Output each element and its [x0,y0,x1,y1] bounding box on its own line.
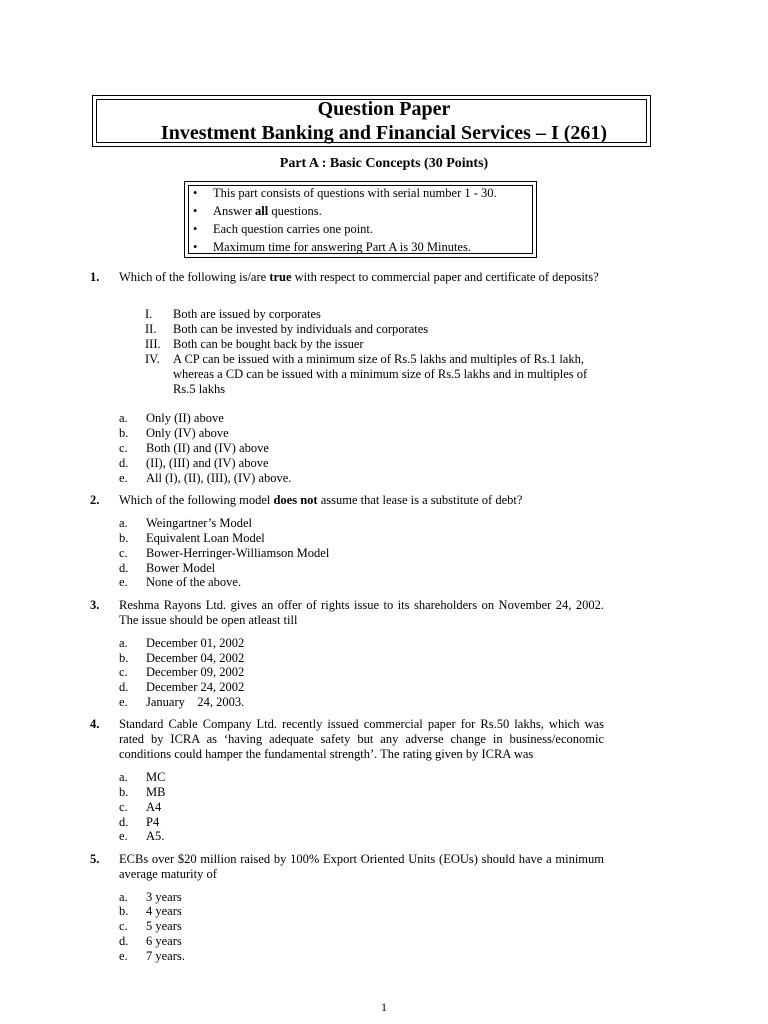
option-letter: b. [119,651,129,665]
option-text: Weingartner’s Model [146,516,253,530]
instruction-emphasis: all [255,204,269,218]
instruction-text: Each question carries one point. [213,222,374,236]
question-number: 4. [90,717,100,731]
option-letter: a. [119,516,128,530]
statement-text: Both are issued by corporates [173,307,321,321]
paper-title: Question Paper [317,98,451,120]
question-text [119,493,604,508]
instruction-item [190,184,497,202]
option-text: December 09, 2002 [146,665,245,679]
option-letter: b. [119,426,129,440]
option-text: MC [146,770,166,784]
option-letter: c. [119,546,128,560]
question-text: Reshma Rayons Ltd. gives an offer of rights issue to its shareholders on November 24, 2002. The issue should be open atleast till [119,598,604,627]
option-letter: b. [119,531,129,545]
option-text: December 04, 2002 [146,651,245,665]
option-letter: d. [119,934,129,948]
question-number: 1. [90,270,100,284]
instruction-text: This part consists of questions with serial number 1 - 30. [213,186,497,200]
question-text: ECBs over $20 million raised by 100% Export Oriented Units (EOUs) should have a minimum average maturity of [119,852,604,881]
page-number: 1 [381,1000,387,1014]
option-letter: e. [119,575,128,589]
question-text-part: Which of the following is/are [119,270,270,284]
instruction-item [190,202,497,220]
option-letter: a. [119,770,128,784]
part-heading: Part A : Basic Concepts (30 Points) [279,156,489,171]
question-number: 5. [90,852,100,866]
option-letter: a. [119,636,128,650]
option-text: Only (II) above [146,411,224,425]
option-text: A5. [146,829,165,843]
question-emphasis: does not [273,493,318,507]
bullet-icon: • [193,204,198,218]
statement-numeral: II. [145,322,157,336]
option-text: None of the above. [146,575,242,589]
option-text: A4 [146,800,162,814]
option-text: P4 [146,815,160,829]
question-text-part: Which of the following model [119,493,274,507]
option-text: 4 years [146,904,182,918]
option-letter: e. [119,829,128,843]
option-text: Equivalent Loan Model [146,531,265,545]
question-number: 3. [90,598,100,612]
instructions-list [190,184,497,256]
option-letter: e. [119,949,128,963]
statement-numeral: IV. [145,352,160,366]
bullet-icon: • [193,186,198,200]
bullet-icon: • [193,222,198,236]
option-letter: d. [119,561,129,575]
option-letter: c. [119,665,128,679]
question-emphasis: true [269,270,292,284]
option-text: December 24, 2002 [146,680,245,694]
option-letter: d. [119,680,129,694]
option-text: MB [146,785,166,799]
statement-numeral: III. [145,337,161,351]
option-text: Both (II) and (IV) above [146,441,269,455]
option-text: Only (IV) above [146,426,229,440]
instruction-item [190,238,497,256]
statement-text: Both can be invested by individuals and corporates [173,322,429,336]
question-text-part: assume that lease is a substitute of debt? [317,493,523,507]
option-letter: d. [119,456,129,470]
option-letter: c. [119,441,128,455]
question-text: Standard Cable Company Ltd. recently issued commercial paper for Rs.50 lakhs, which was rated by ICRA as ‘having adequate safety but any adverse change in business/economic conditions could hamper the fundamental strength’. The rating given by ICRA was [119,717,604,761]
instruction-item [190,220,497,238]
option-text: Bower Model [146,561,216,575]
question-text [119,270,604,285]
option-text: 6 years [146,934,182,948]
instruction-text: questions. [268,204,322,218]
option-letter: a. [119,411,128,425]
question-number: 2. [90,493,100,507]
option-letter: c. [119,800,128,814]
option-text: 7 years. [146,949,185,963]
option-text: January 24, 2003. [146,695,245,709]
option-letter: b. [119,785,129,799]
option-text: 5 years [146,919,182,933]
instruction-text: Maximum time for answering Part A is 30 Minutes. [213,240,471,254]
statement-numeral: I. [145,307,153,321]
option-letter: a. [119,890,128,904]
option-letter: e. [119,471,128,485]
statement-text: Both can be bought back by the issuer [173,337,364,351]
option-letter: c. [119,919,128,933]
option-letter: b. [119,904,129,918]
question-text-part: with respect to commercial paper and certificate of deposits? [291,270,599,284]
option-letter: d. [119,815,129,829]
option-letter: e. [119,695,128,709]
option-text: Bower-Herringer-Williamson Model [146,546,330,560]
bullet-icon: • [193,240,198,254]
option-text: 3 years [146,890,182,904]
statement-text: A CP can be issued with a minimum size of Rs.5 lakhs and multiples of Rs.1 lakh, whereas a CD can be issued with a minimum size of Rs.5 lakhs and in multiples of Rs.5 lakhs [173,352,588,396]
option-text: December 01, 2002 [146,636,245,650]
option-text: (II), (III) and (IV) above [146,456,269,470]
instruction-text: Answer [213,204,256,218]
paper-subtitle: Investment Banking and Financial Services – I (261) [160,122,608,144]
option-text: All (I), (II), (III), (IV) above. [146,471,292,485]
